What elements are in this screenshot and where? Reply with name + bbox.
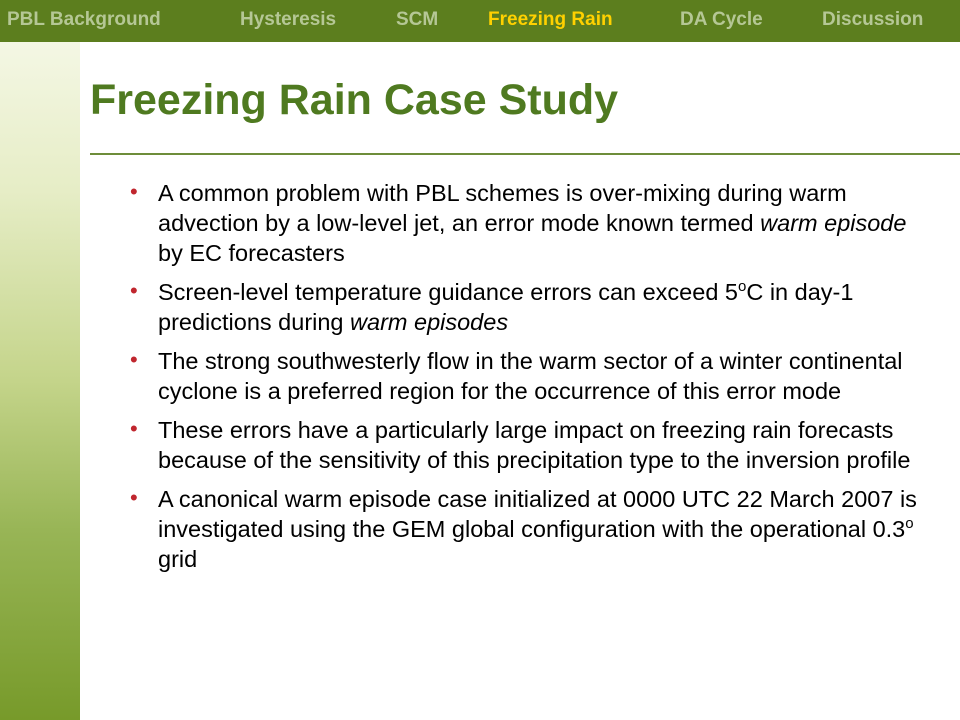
bullet-dot-icon: • (130, 485, 138, 510)
bullet-text: A common problem with PBL schemes is over-mixing during warm advection by a low-level jet, an error mode known termed warm episode by EC forecasters (158, 180, 907, 266)
bullet-dot-icon: • (130, 416, 138, 441)
nav-item-freezing-rain[interactable]: Freezing Rain (488, 9, 613, 30)
bullet-item (130, 415, 930, 475)
bullet-item (130, 346, 930, 406)
nav-item-da-cycle[interactable]: DA Cycle (680, 9, 763, 30)
bullet-text: A canonical warm episode case initialized at 0000 UTC 22 March 2007 is investigated using the GEM global configuration with the operational 0.3$^o$ grid (158, 486, 917, 572)
slide-title: Freezing Rain Case Study (90, 76, 619, 124)
nav-item-discussion[interactable]: Discussion (822, 9, 924, 30)
title-divider (90, 153, 960, 155)
sidebar-gradient-band (0, 42, 80, 720)
bullet-text: Screen-level temperature guidance errors can exceed 5$^o$C in day-1 predictions during warm episodes (158, 278, 854, 335)
top-nav-bar (0, 0, 960, 42)
bullet-dot-icon: • (130, 278, 138, 303)
bullet-dot-icon: • (130, 179, 138, 204)
bullet-item (130, 178, 930, 268)
bullet-item (130, 484, 930, 574)
nav-item-hysteresis[interactable]: Hysteresis (240, 9, 337, 30)
bullet-item (130, 277, 930, 337)
bullet-text: These errors have a particularly large impact on freezing rain forecasts because of the sensitivity of this precipitation type to the inversion profile (158, 417, 911, 473)
nav-item-scm[interactable]: SCM (396, 9, 439, 30)
bullet-dot-icon: • (130, 347, 138, 372)
bullet-text: The strong southwesterly flow in the warm sector of a winter continental cyclone is a preferred region for the occurrence of this error mode (158, 348, 903, 404)
bullet-list (130, 178, 930, 583)
nav-item-pbl-background[interactable]: PBL Background (7, 9, 161, 30)
